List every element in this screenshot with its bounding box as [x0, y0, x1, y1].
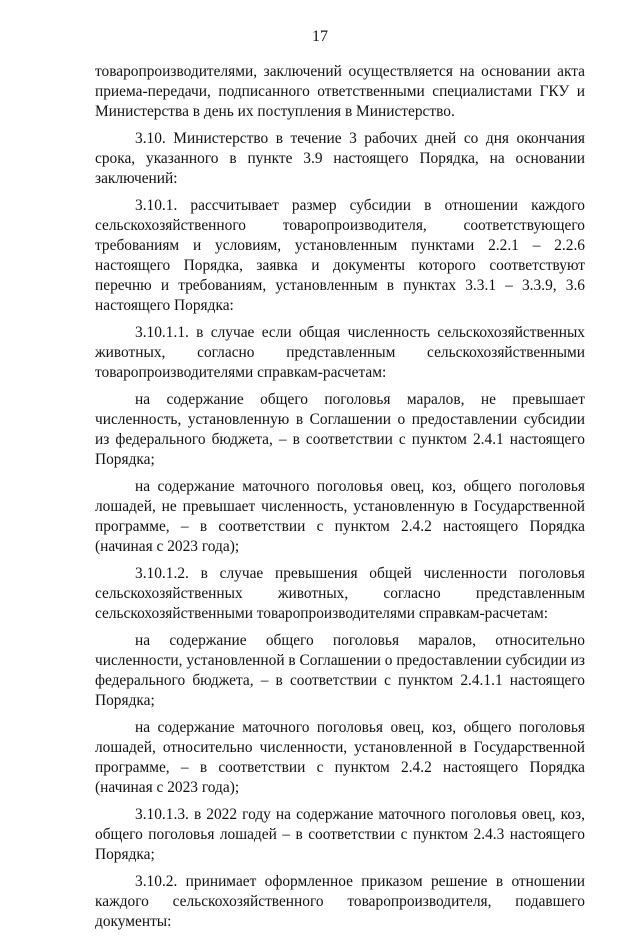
paragraph-sheep-exceeding: на содержание маточного поголовья овец, коз, общего поголовья лошадей, относительно численности, установленной в Государственной программе, – в соответствии с пунктом 2.4.2 настоящего Порядка (начиная с 2023 года);: [95, 719, 585, 796]
page-number: 17: [312, 28, 328, 45]
paragraph-3-10: 3.10. Министерство в течение 3 рабочих дней со дня окончания срока, указанного в пункте 3.9 настоящего Порядка, на основании заключений:: [95, 130, 585, 187]
paragraph-3-10-2: 3.10.2. принимает оформленное приказом решение в отношении каждого сельскохозяйственного товаропроизводителя, подавшего документы:: [95, 873, 585, 930]
paragraph-3-10-1-2: 3.10.1.2. в случае превышения общей численности поголовья сельскохозяйственных животных, согласно представленным сельскохозяйственными товаропроизводителями справкам-расчетам:: [95, 565, 585, 622]
paragraph-continuation: товаропроизводителями, заключений осуществляется на основании акта приема-передачи, подписанного ответственными специалистами ГКУ и Министерства в день их поступления в Министерство.: [95, 63, 585, 120]
paragraph-3-10-1-3: 3.10.1.3. в 2022 году на содержание маточного поголовья овец, коз, общего поголовья лошадей – в соответствии с пунктом 2.4.3 настоящего Порядка;: [95, 806, 585, 863]
paragraph-marals-exceeding: на содержание общего поголовья маралов, относительно численности, установленной в Соглашении о предоставлении субсидии из федерального бюджета, – в соответствии с пунктом 2.4.1.1 настоящего Порядка;: [95, 632, 585, 709]
document-body: [95, 62, 585, 939]
paragraph-marals-within-limit: на содержание общего поголовья маралов, не превышает численность, установленную в Соглашении о предоставлении субсидии из федерального бюджета, – в соответствии с пунктом 2.4.1 настоящего Порядка;: [95, 391, 585, 468]
paragraph-sheep-within-limit: на содержание маточного поголовья овец, коз, общего поголовья лошадей, не превышает численность, установленную в Государственной программе, – в соответствии с пунктом 2.4.2 настоящего Порядка (начиная с 2023 года);: [95, 478, 585, 555]
paragraph-3-10-1-1: 3.10.1.1. в случае если общая численность сельскохозяйственных животных, согласно представленным сельскохозяйственными товаропроизводителями справкам-расчетам:: [95, 324, 585, 381]
paragraph-3-10-1: 3.10.1. рассчитывает размер субсидии в отношении каждого сельскохозяйственного товаропроизводителя, соответствующего требованиям и условиям, установленным пунктами 2.2.1 – 2.2.6 настоящего Порядка, заявка и документы которого соответствуют перечню и требованиям, установленным в пунктах 3.3.1 – 3.3.9, 3.6 настоящего Порядка:: [95, 197, 585, 314]
